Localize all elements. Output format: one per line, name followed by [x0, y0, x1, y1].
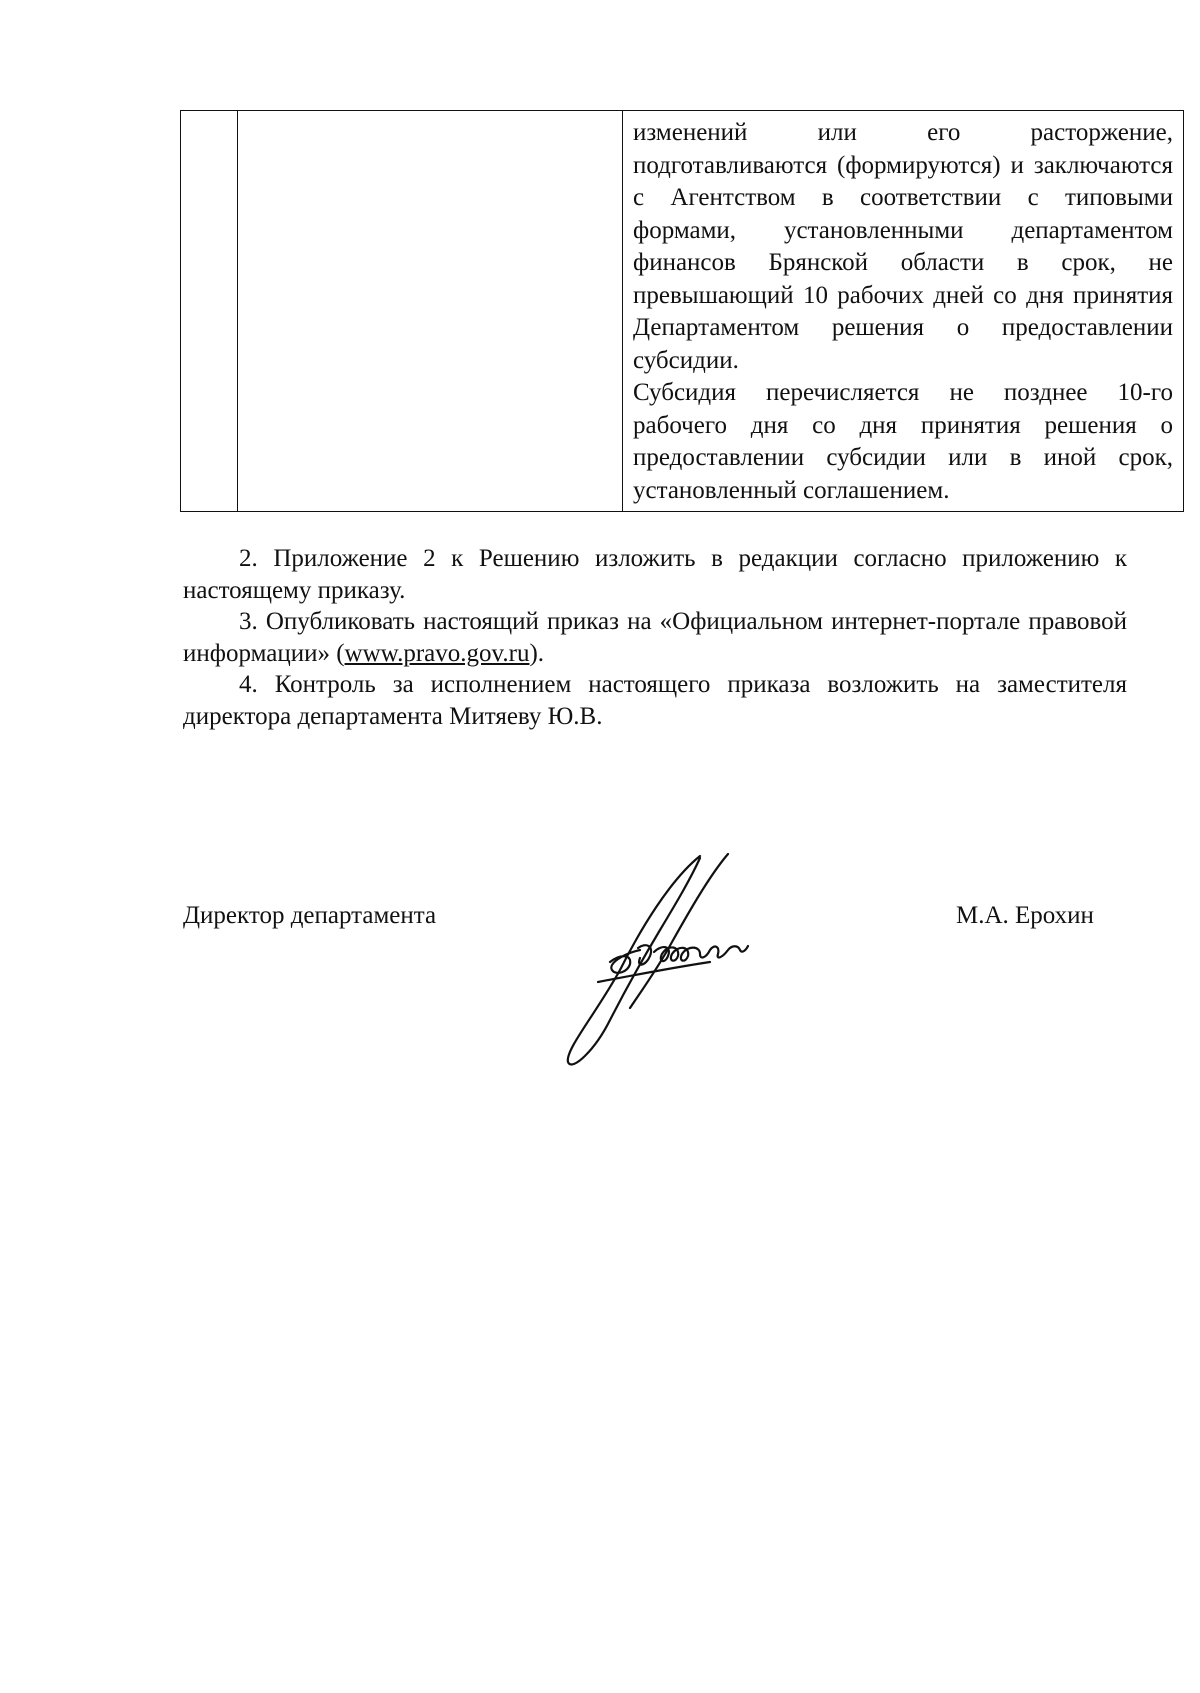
- table-row: [181, 111, 1184, 512]
- handwritten-signature-icon: [550, 850, 840, 1070]
- signatory-name: М.А. Ерохин: [956, 902, 1094, 929]
- order-items: [183, 543, 1127, 732]
- table-cell-text: [623, 111, 1184, 512]
- table-cell-name: [238, 111, 623, 512]
- subsidy-table-continuation: [180, 110, 1184, 512]
- table-paragraph-transfer: Субсидия перечисляется не позднее 10-го рабочего дня со дня принятия решения о предоставлении субсидии или в иной срок, установленный соглашением.: [633, 379, 1173, 504]
- signatory-role: Директор департамента: [183, 902, 437, 929]
- order-item-3: [183, 606, 1127, 669]
- table-cell-number: [181, 111, 238, 512]
- table-paragraph-agreement: изменений или его расторжение, подготавливаются (формируются) и заключаются с Агентством в соответствии с типовыми формами, установленными департаментом финансов Брянской области в срок, не превышающий 10 рабочих дней со дня принятия Департаментом решения о предоставлении субсидии.: [633, 119, 1173, 374]
- pravo-link[interactable]: www.pravo.gov.ru: [344, 639, 530, 667]
- order-item-3-tail: ).: [529, 639, 545, 667]
- order-item-2: 2. Приложение 2 к Решению изложить в редакции согласно приложению к настоящему приказу.: [183, 545, 1127, 604]
- order-item-4: 4. Контроль за исполнением настоящего приказа возложить на заместителя директора департамента Митяеву Ю.В.: [183, 671, 1127, 730]
- order-item-3-text: 3. Опубликовать настоящий приказ на «Официальном интернет-портале правовой информации» (: [183, 608, 1127, 667]
